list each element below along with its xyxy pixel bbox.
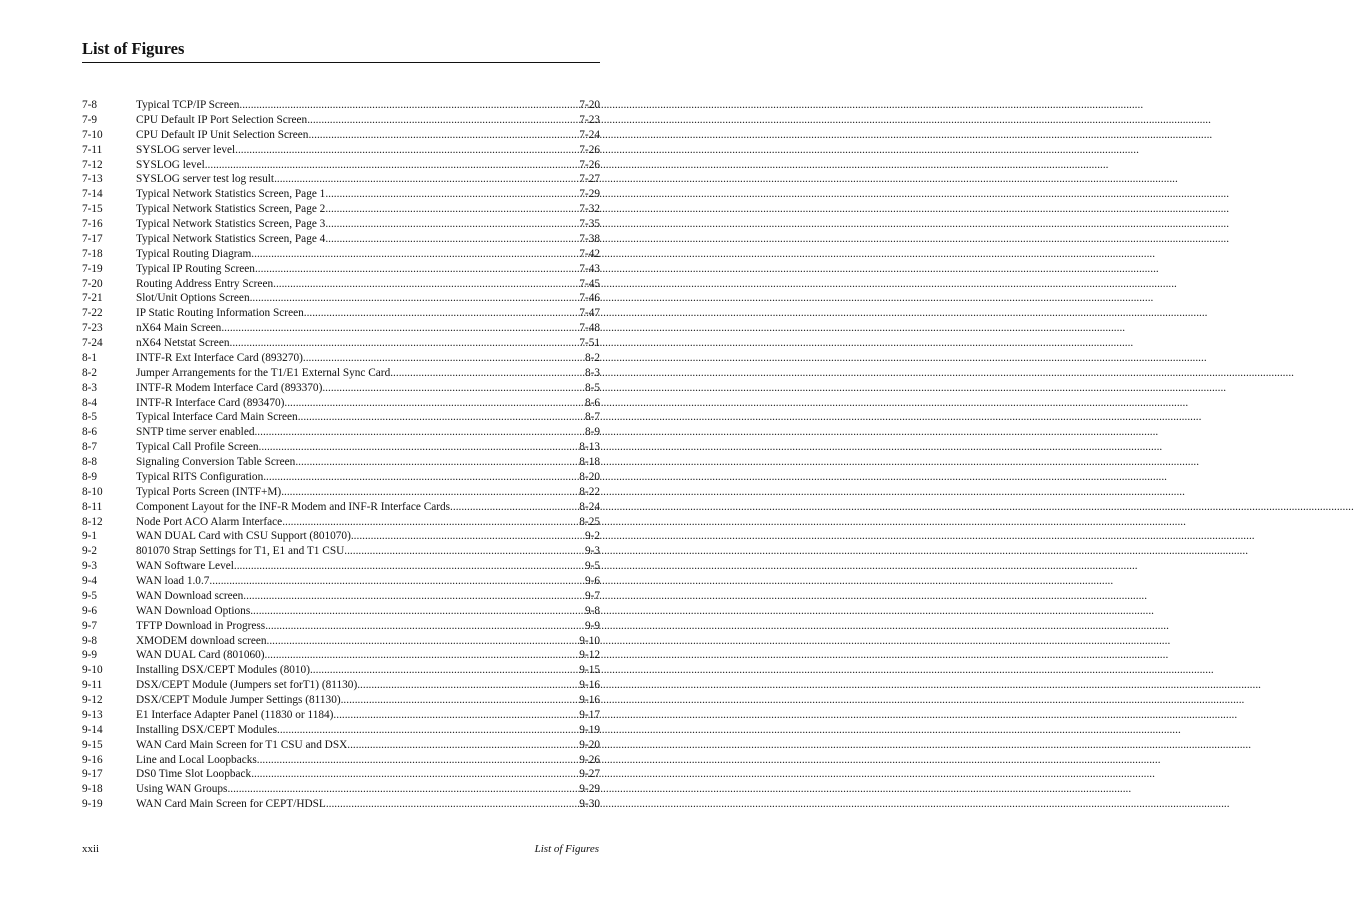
figure-title: Routing Address Entry Screen [136, 277, 274, 290]
dot-leader [325, 217, 579, 232]
figure-number: 9-12 [82, 694, 103, 706]
figure-number: 7-10 [82, 128, 103, 141]
figure-page-number: 9-29 [579, 783, 600, 796]
figure-page-number: 7-35 [579, 218, 600, 230]
figure-page-number: 8-13 [579, 441, 600, 454]
figure-entry[interactable] [82, 306, 600, 321]
figure-number: 9-9 [82, 649, 98, 662]
figure-number: 8-9 [82, 470, 98, 483]
dot-leader [255, 262, 579, 277]
figure-page-number: 7-48 [579, 322, 600, 335]
figure-entry[interactable] [82, 381, 600, 396]
figure-page-number: 9-2 [584, 530, 600, 543]
figure-number: 8-5 [82, 411, 98, 424]
figure-list [82, 98, 600, 812]
figure-page-number: 8-3 [584, 366, 600, 379]
figure-number: 7-11 [82, 143, 103, 156]
dot-leader [257, 753, 580, 768]
figure-entry[interactable] [82, 723, 600, 738]
figure-title: Typical Network Statistics Screen, Page 2 [136, 203, 326, 216]
figure-page-number: 9-12 [579, 649, 600, 662]
figure-entry[interactable] [82, 678, 600, 693]
figure-entry[interactable] [82, 351, 600, 366]
figure-page-number: 7-32 [579, 203, 600, 216]
dot-leader [298, 410, 585, 425]
figure-number: 9-14 [82, 723, 103, 736]
figure-entry[interactable] [82, 500, 600, 515]
dot-leader [234, 559, 585, 574]
figure-title: Typical Interface Card Main Screen [136, 411, 298, 424]
figure-page-number: 9-5 [584, 560, 600, 573]
dot-leader [351, 529, 585, 544]
figure-page-number: 7-24 [579, 128, 600, 141]
page-title: List of Figures [82, 39, 185, 58]
figure-title: Typical Call Profile Screen [136, 441, 259, 454]
figure-entry[interactable] [82, 455, 600, 470]
dot-leader [450, 500, 579, 515]
figure-page-number: 8-9 [584, 426, 600, 439]
figure-number: 8-2 [82, 366, 98, 379]
figure-number: 7-22 [82, 307, 103, 320]
dot-leader [284, 396, 585, 411]
dot-leader [308, 128, 579, 143]
figure-title: Installing DSX/CEPT Modules [136, 723, 278, 736]
figure-entry[interactable] [82, 782, 600, 797]
figure-page-number: 9-3 [584, 545, 600, 558]
figure-number: 8-4 [82, 396, 98, 409]
figure-number: 7-24 [82, 337, 103, 349]
figure-number: 7-21 [82, 292, 103, 305]
figure-title: Typical RITS Configuration [136, 470, 264, 483]
figure-page-number: 8-22 [579, 485, 600, 498]
figure-number: 7-19 [82, 262, 103, 275]
dot-leader [277, 723, 579, 738]
figure-title: nX64 Main Screen [136, 322, 222, 335]
figure-number: 7-23 [82, 322, 103, 335]
figure-title: XMODEM download screen [136, 634, 267, 647]
figure-number: 7-12 [82, 158, 103, 171]
dot-leader [322, 381, 585, 396]
dot-leader [304, 306, 580, 321]
figure-title: DS0 Time Slot Loopback [136, 768, 252, 781]
figure-entry[interactable] [82, 143, 600, 158]
figure-number: 8-1 [82, 351, 98, 364]
figure-entry[interactable] [82, 708, 600, 723]
figure-page-number: 7-29 [579, 188, 600, 201]
figure-title: 801070 Strap Settings for T1, E1 and T1 CSU [136, 545, 345, 558]
figure-page-number: 9-15 [579, 664, 600, 677]
figure-title: Typical Network Statistics Screen, Page 3 [136, 218, 326, 230]
figure-number: 9-7 [82, 619, 98, 632]
figure-entry[interactable] [82, 634, 600, 649]
figure-page-number: 7-38 [579, 232, 600, 245]
dot-leader [310, 663, 579, 678]
figure-entry[interactable] [82, 366, 600, 381]
figure-title: INTF-R Ext Interface Card (893270) [136, 351, 303, 364]
figure-entry[interactable] [82, 232, 600, 247]
figure-title: SYSLOG server test log result [136, 173, 275, 186]
header-rule [82, 62, 600, 63]
figure-page-number: 8-24 [579, 500, 600, 513]
figure-page-number: 9-19 [579, 723, 600, 736]
figure-entry[interactable] [82, 767, 600, 782]
figure-number: 7-16 [82, 218, 103, 230]
figure-number: 7-9 [82, 113, 98, 126]
figure-entry[interactable] [82, 217, 600, 232]
dot-leader [307, 113, 579, 128]
figure-title: Node Port ACO Alarm Interface [136, 515, 283, 528]
dot-leader [235, 143, 579, 158]
figure-page-number: 9-6 [584, 575, 600, 587]
dot-leader [259, 440, 580, 455]
figure-entry[interactable] [82, 410, 600, 425]
figure-entry[interactable] [82, 604, 600, 619]
figure-entry[interactable] [82, 485, 600, 500]
figure-page-number: 9-8 [584, 604, 600, 617]
dot-leader [227, 782, 579, 797]
dot-leader [265, 619, 585, 634]
dot-leader [230, 336, 580, 351]
figure-entry[interactable] [82, 440, 600, 455]
figure-page-number: 9-20 [579, 738, 600, 751]
figure-title: Typical Network Statistics Screen, Page 4 [136, 232, 326, 245]
figure-number: 7-14 [82, 188, 103, 201]
figure-number: 9-1 [82, 530, 98, 543]
dot-leader [390, 366, 585, 381]
figure-title: Signaling Conversion Table Screen [136, 456, 296, 468]
figure-number: 9-5 [82, 589, 98, 602]
dot-leader [221, 321, 579, 336]
dot-leader [333, 708, 579, 723]
figure-page-number: 8-5 [584, 381, 600, 394]
figure-number: 8-8 [82, 456, 98, 468]
dot-leader [265, 648, 580, 663]
figure-number: 7-18 [82, 247, 103, 260]
figure-page-number: 7-20 [579, 99, 600, 111]
figure-entry[interactable] [82, 321, 600, 336]
dot-leader [250, 291, 580, 306]
dot-leader [209, 574, 585, 589]
dot-leader [205, 158, 580, 173]
figure-entry[interactable] [82, 247, 600, 262]
figure-entry[interactable] [82, 753, 600, 768]
figure-title: SNTP time server enabled [136, 426, 255, 439]
figure-number: 9-18 [82, 783, 103, 796]
figure-entry[interactable] [82, 589, 600, 604]
figure-entry[interactable] [82, 396, 600, 411]
figure-title: WAN Software Level [136, 560, 234, 573]
figure-title: WAN load 1.0.7 [136, 575, 210, 587]
dot-leader [303, 351, 585, 366]
figure-number: 9-6 [82, 604, 98, 617]
figure-number: 9-13 [82, 708, 103, 721]
figure-title: CPU Default IP Port Selection Screen [136, 113, 308, 126]
figure-title: Line and Local Loopbacks [136, 753, 257, 766]
figure-title: Slot/Unit Options Screen [136, 292, 250, 305]
figure-entry[interactable] [82, 425, 600, 440]
figure-title: Using WAN Groups [136, 783, 228, 796]
figure-number: 9-4 [82, 575, 98, 587]
figure-title: Typical TCP/IP Screen [136, 99, 240, 111]
figure-number: 9-10 [82, 664, 103, 677]
figure-page-number: 8-2 [584, 351, 600, 364]
figure-title: INTF-R Modem Interface Card (893370) [136, 381, 323, 394]
figure-number: 9-17 [82, 768, 103, 781]
figure-entry[interactable] [82, 128, 600, 143]
figure-page-number: 7-23 [579, 113, 600, 126]
figure-number: 7-20 [82, 277, 103, 290]
figure-page-number: 9-30 [579, 798, 600, 811]
figure-title: nX64 Netstat Screen [136, 337, 230, 349]
figure-number: 7-8 [82, 99, 98, 111]
figure-page-number: 7-51 [579, 337, 600, 349]
figure-page-number: 7-46 [579, 292, 600, 305]
dot-leader [325, 187, 579, 202]
figure-title: E1 Interface Adapter Panel (11830 or 1184) [136, 708, 334, 721]
figure-title: Typical Ports Screen (INTF+M) [136, 485, 282, 498]
figure-title: Jumper Arrangements for the T1/E1 External Sync Card [136, 366, 391, 379]
figure-page-number: 9-16 [579, 694, 600, 706]
figure-title: INTF-R Interface Card (893470) [136, 396, 285, 409]
figure-number: 9-8 [82, 634, 98, 647]
figure-entry[interactable] [82, 619, 600, 634]
figure-title: TFTP Download in Progress [136, 619, 266, 632]
figure-number: 8-3 [82, 381, 98, 394]
figure-number: 9-3 [82, 560, 98, 573]
dot-leader [243, 589, 585, 604]
figure-page-number: 7-42 [579, 247, 600, 260]
figure-entry[interactable] [82, 262, 600, 277]
dot-leader [295, 455, 579, 470]
figure-entry[interactable] [82, 172, 600, 187]
figure-title: Typical Routing Diagram [136, 247, 252, 260]
dot-leader [281, 485, 579, 500]
dot-leader [251, 247, 579, 262]
figure-number: 9-16 [82, 753, 103, 766]
figure-number: 8-6 [82, 426, 98, 439]
figure-entry[interactable] [82, 187, 600, 202]
figure-page-number: 7-47 [579, 307, 600, 320]
figure-entry[interactable] [82, 277, 600, 292]
figure-title: WAN DUAL Card with CSU Support (801070) [136, 530, 351, 543]
figure-number: 9-11 [82, 679, 103, 692]
figure-page-number: 9-16 [579, 679, 600, 692]
figure-title: WAN Card Main Screen for T1 CSU and DSX [136, 738, 348, 751]
figure-title: WAN Card Main Screen for CEPT/HDSL [136, 798, 326, 811]
dot-leader [341, 693, 580, 708]
figure-number: 7-13 [82, 173, 103, 186]
figure-entry[interactable] [82, 559, 600, 574]
figure-title: SYSLOG server level [136, 143, 236, 156]
figure-page-number: 9-9 [584, 619, 600, 632]
figure-entry[interactable] [82, 470, 600, 485]
figure-number: 8-7 [82, 441, 98, 454]
dot-leader [250, 604, 585, 619]
figure-entry[interactable] [82, 574, 600, 589]
dot-leader [274, 172, 579, 187]
dot-leader [325, 202, 579, 217]
figure-title: DSX/CEPT Module (Jumpers set forT1) (81130) [136, 679, 358, 692]
figure-entry[interactable] [82, 336, 600, 351]
figure-title: WAN DUAL Card (801060) [136, 649, 265, 662]
figure-page-number: 9-10 [579, 634, 600, 647]
figure-page-number: 8-6 [584, 396, 600, 409]
dot-leader [251, 767, 579, 782]
figure-number: 8-12 [82, 515, 103, 528]
figure-entry[interactable] [82, 291, 600, 306]
figure-number: 8-11 [82, 500, 103, 513]
figure-title: Installing DSX/CEPT Modules (8010) [136, 664, 310, 677]
figure-page-number: 9-7 [584, 589, 600, 602]
figure-title: Typical IP Routing Screen [136, 262, 255, 275]
figure-entry[interactable] [82, 544, 600, 559]
figure-page-number: 7-26 [579, 158, 600, 171]
figure-number: 7-15 [82, 203, 103, 216]
figure-title: Typical Network Statistics Screen, Page 1 [136, 188, 326, 201]
figure-page-number: 8-18 [579, 456, 600, 468]
dot-leader [347, 738, 579, 753]
figure-entry[interactable] [82, 113, 600, 128]
dot-leader [239, 98, 579, 113]
figure-page-number: 8-20 [579, 470, 600, 483]
figure-page-number: 9-17 [579, 708, 600, 721]
figure-entry[interactable] [82, 158, 600, 173]
dot-leader [267, 634, 580, 649]
dot-leader [326, 797, 579, 812]
figure-page-number: 9-26 [579, 753, 600, 766]
dot-leader [254, 425, 584, 440]
dot-leader [282, 515, 579, 530]
figure-title: CPU Default IP Unit Selection Screen [136, 128, 309, 141]
figure-entry[interactable] [82, 529, 600, 544]
figure-title: WAN Download Options [136, 604, 251, 617]
figure-entry[interactable] [82, 738, 600, 753]
figure-entry[interactable] [82, 663, 600, 678]
footer-section-title: List of Figures [534, 843, 599, 855]
figure-entry[interactable] [82, 693, 600, 708]
figure-entry[interactable] [82, 202, 600, 217]
figure-entry[interactable] [82, 797, 600, 812]
dot-leader [357, 678, 579, 693]
figure-title: IP Static Routing Information Screen [136, 307, 304, 320]
figure-number: 8-10 [82, 485, 103, 498]
figure-number: 9-19 [82, 798, 103, 811]
dot-leader [263, 470, 579, 485]
dot-leader [344, 544, 585, 559]
figure-number: 9-2 [82, 545, 98, 558]
dot-leader [273, 277, 579, 292]
figure-page-number: 7-27 [579, 173, 600, 186]
figure-title: WAN Download screen [136, 589, 244, 602]
figure-entry[interactable] [82, 98, 600, 113]
figure-page-number: 7-45 [579, 277, 600, 290]
dot-leader [325, 232, 579, 247]
figure-page-number: 7-26 [579, 143, 600, 156]
figure-page-number: 8-7 [584, 411, 600, 424]
figure-title: Component Layout for the INF-R Modem and INF-R Interface Cards [136, 500, 451, 513]
footer-page-number: xxii [82, 843, 100, 855]
figure-number: 7-17 [82, 232, 103, 245]
figure-entry[interactable] [82, 515, 600, 530]
figure-entry[interactable] [82, 648, 600, 663]
figure-page-number: 7-43 [579, 262, 600, 275]
figure-title: SYSLOG level [136, 158, 205, 171]
figure-page-number: 9-27 [579, 768, 600, 781]
figure-number: 9-15 [82, 738, 103, 751]
figure-title: DSX/CEPT Module Jumper Settings (81130) [136, 694, 341, 706]
figure-page-number: 8-25 [579, 515, 600, 528]
